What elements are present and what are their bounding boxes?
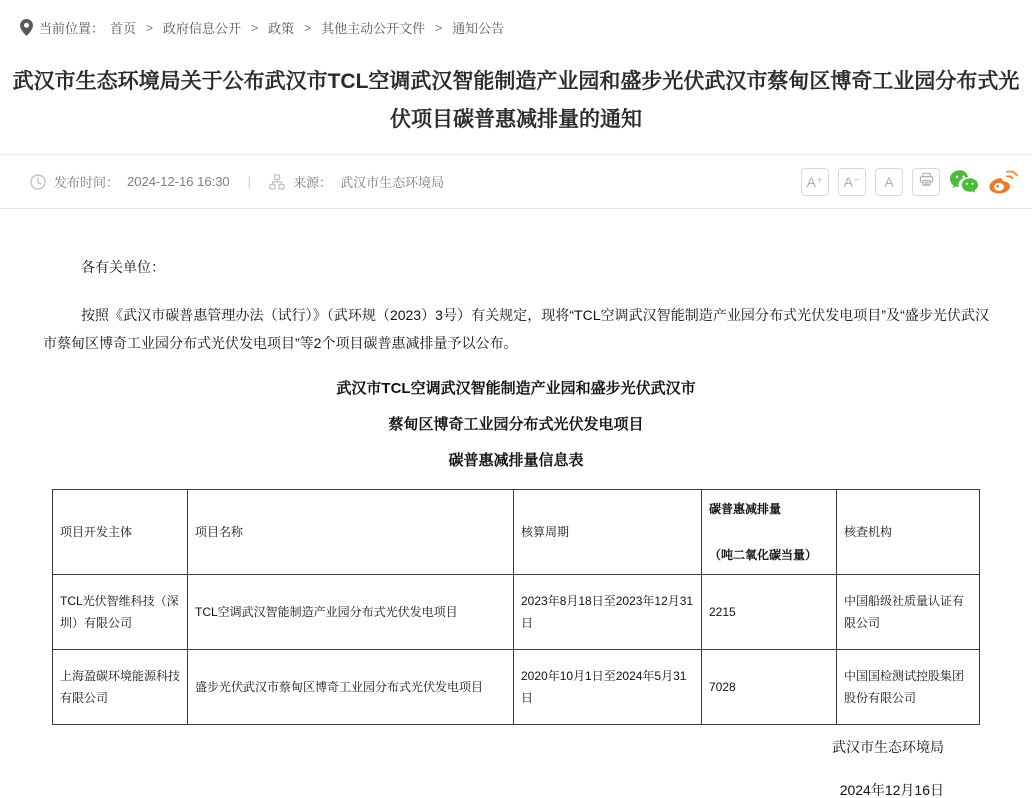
cell-project-name: TCL空调武汉智能制造产业园分布式光伏发电项目 bbox=[188, 575, 514, 650]
clock-icon bbox=[30, 174, 46, 190]
breadcrumb-separator: > bbox=[251, 20, 259, 35]
breadcrumb-item-home[interactable]: 首页 bbox=[110, 21, 137, 36]
table-row bbox=[53, 650, 980, 725]
cell-period: 2020年10月1日至2024年5月31日 bbox=[514, 650, 702, 725]
header-verification-agency: 核查机构 bbox=[837, 490, 980, 575]
breadcrumb-item-other-public-files[interactable]: 其他主动公开文件 bbox=[321, 21, 426, 36]
breadcrumb-label: 当前位置： bbox=[39, 21, 105, 36]
source-sitemap-icon bbox=[269, 174, 285, 190]
cell-developer: 上海盈碳环境能源科技有限公司 bbox=[53, 650, 188, 725]
table-title-line3: 碳普惠减排量信息表 bbox=[448, 452, 584, 469]
signature-block bbox=[43, 739, 989, 798]
header-project-developer: 项目开发主体 bbox=[53, 490, 188, 575]
printer-icon bbox=[919, 172, 934, 187]
article-toolbar bbox=[801, 168, 1018, 196]
breadcrumb-separator: > bbox=[146, 20, 154, 35]
cell-emission-value: 2215 bbox=[702, 575, 837, 650]
header-emission-reduction-unit: （吨二氧化碳当量） bbox=[709, 548, 818, 562]
emission-info-table bbox=[52, 489, 980, 725]
font-reset-button[interactable]: A bbox=[875, 168, 903, 196]
table-title bbox=[43, 371, 989, 479]
breadcrumb-separator: > bbox=[435, 20, 443, 35]
source-label: 来源： bbox=[293, 175, 333, 190]
table-title-line1: 武汉市TCL空调武汉智能制造产业园和盛步光伏武汉市 bbox=[336, 380, 696, 397]
breadcrumb-item-notices[interactable]: 通知公告 bbox=[452, 21, 505, 36]
cell-project-name: 盛步光伏武汉市蔡甸区博奇工业园分布式光伏发电项目 bbox=[188, 650, 514, 725]
breadcrumb-item-policy[interactable]: 政策 bbox=[268, 21, 295, 36]
font-decrease-button[interactable]: A⁻ bbox=[838, 168, 866, 196]
source-value: 武汉市生态环境局 bbox=[340, 175, 445, 190]
cell-developer: TCL光伏智维科技（深圳）有限公司 bbox=[53, 575, 188, 650]
cell-period: 2023年8月18日至2023年12月31日 bbox=[514, 575, 702, 650]
notice-paragraph: 按照《武汉市碳普惠管理办法（试行）》（武环规（2023）3号）有关规定，现将“TCL空调武汉智能制造产业园分布式光伏发电项目”及“盛步光伏武汉市蔡甸区博奇工业园分布式光伏发电项目”等2个项目碳普惠减排量予以公布。 bbox=[43, 307, 989, 351]
publish-time-label: 发布时间： bbox=[54, 175, 120, 190]
table-title-line2: 蔡甸区博奇工业园分布式光伏发电项目 bbox=[388, 416, 644, 433]
publish-time-value: 2024-12-16 16:30 bbox=[127, 174, 230, 189]
article-meta-bar bbox=[0, 154, 1032, 209]
header-emission-reduction-main: 碳普惠减排量 bbox=[709, 502, 782, 516]
article-body bbox=[0, 209, 1032, 798]
table-header-row bbox=[53, 490, 980, 575]
page-title: 武汉市生态环境局关于公布武汉市TCL空调武汉智能制造产业园和盛步光伏武汉市蔡甸区博奇工业园分布式光伏项目碳普惠减排量的通知 bbox=[12, 70, 1020, 131]
cell-agency: 中国船级社质量认证有限公司 bbox=[837, 575, 980, 650]
salutation: 各有关单位： bbox=[81, 259, 165, 275]
cell-emission-value: 7028 bbox=[702, 650, 837, 725]
font-increase-button[interactable]: A⁺ bbox=[801, 168, 829, 196]
article-meta-info bbox=[30, 172, 444, 191]
meta-divider: | bbox=[247, 174, 252, 189]
wechat-share-icon[interactable] bbox=[949, 169, 979, 195]
breadcrumb-separator: > bbox=[304, 20, 312, 35]
breadcrumb bbox=[0, 0, 1032, 37]
cell-agency: 中国国检测试控股集团股份有限公司 bbox=[837, 650, 980, 725]
table-row bbox=[53, 575, 980, 650]
header-project-name: 项目名称 bbox=[188, 490, 514, 575]
header-emission-reduction bbox=[702, 490, 837, 575]
print-button[interactable] bbox=[912, 168, 940, 196]
emission-info-table-wrap bbox=[43, 489, 989, 725]
header-accounting-period: 核算周期 bbox=[514, 490, 702, 575]
signature-date: 2024年12月16日 bbox=[839, 782, 944, 798]
location-pin-icon bbox=[20, 19, 33, 36]
signature-org: 武汉市生态环境局 bbox=[832, 739, 944, 755]
breadcrumb-item-gov-info[interactable]: 政府信息公开 bbox=[163, 21, 242, 36]
weibo-share-icon[interactable] bbox=[988, 169, 1018, 195]
